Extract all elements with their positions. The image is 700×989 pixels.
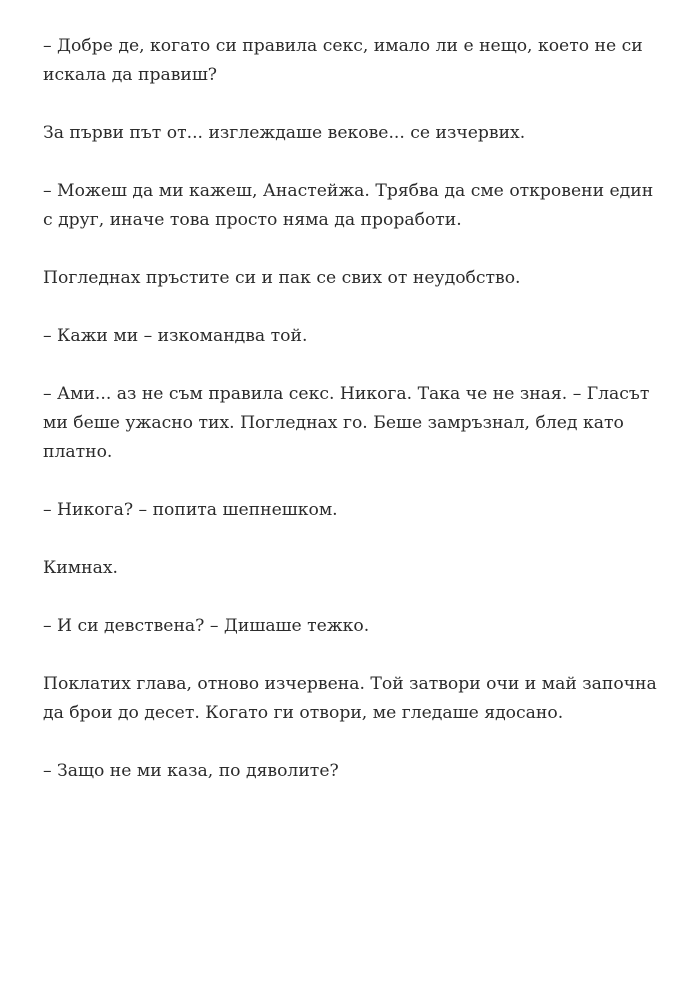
paragraph-4: Погледнах пръстите си и пак се свих от неудобство.	[43, 268, 521, 288]
paragraph-8: Кимнах.	[43, 558, 118, 578]
paragraph-3: – Можеш да ми кажеш, Анастейжа. Трябва да сме откровени един с друг, иначе това просто няма да проработи.	[43, 181, 654, 230]
paragraph-11: – Защо не ми каза, по дяволите?	[43, 761, 339, 781]
paragraph-1: – Добре де, когато си правила секс, имало ли е нещо, което не си искала да правиш?	[43, 36, 643, 85]
paragraph-5: – Кажи ми – изкомандва той.	[43, 326, 308, 346]
paragraph-10: Поклатих глава, отново изчервена. Той затвори очи и май започна да брои до десет. Когато ги отвори, ме гледаше ядосано.	[43, 674, 657, 723]
paragraph-7: – Никога? – попита шепнешком.	[43, 500, 338, 520]
paragraph-9: – И си девствена? – Дишаше тежко.	[43, 616, 370, 636]
paragraph-6: – Ами... аз не съм правила секс. Никога. Така че не зная. – Гласът ми беше ужасно тих. Погледнах го. Беше замръзнал, блед като платно.	[43, 384, 650, 462]
text-body	[43, 32, 663, 815]
paragraph-2: За първи път от... изглеждаше векове... се изчервих.	[43, 123, 526, 143]
